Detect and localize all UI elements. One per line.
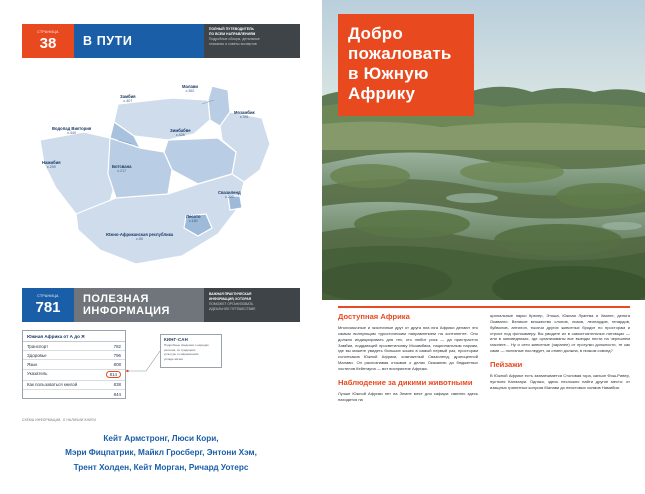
index-page: 814 [106,371,121,378]
callout-line-1: Подробные сведения о народах [164,343,209,347]
red-divider [338,306,630,308]
page-number-badge-38 [22,24,74,58]
map-label-malawi: Малави с.362 [182,84,199,94]
section-title [74,288,204,322]
note-line-1: ВАЖНАЯ ПРАКТИЧЕСКАЯ [209,292,252,296]
callout-king-san [160,334,222,368]
map-label-lesotho: Лесото с.180 [186,214,201,224]
index-title: Южная Африка от А до Я [23,331,125,342]
table-row [23,342,125,351]
note-line-3: Подробные обзоры, детальные [209,37,260,42]
note-line-1: ПОЛНЫЙ ПУТЕВОДИТЕЛЬ [209,27,255,31]
index-page: 838 [113,382,121,388]
map-label-mozambique: Мозамбик с.391 [234,110,255,120]
index-page: 844 [113,391,121,397]
map-label-swaziland: Свазиленд с.203 [218,190,241,200]
section-note-box [204,24,300,58]
paragraph-peyzazhi: В Южной Африке есть захватывается Столовая гора, каньон Фиш-Ривер, пустыня Калахари. Однако, здесь несложно найти другое место: от изящных гранитных конусов Малави до неистовых холмов Намибии. [490,372,630,390]
map-label-victoria-falls: Водопад Виктория с.440 [52,126,92,136]
section-note-box [204,288,300,322]
map-label-namibia: Намибия с.259 [42,160,61,170]
section-header-poleznaya-informaciya [22,288,300,322]
section-title-line1: ПОЛЕЗНАЯ [83,292,149,305]
note-line-3: ПОМОЖЕТ ОРГАНИЗОВАТЬ [209,302,254,307]
table-row-highlighted [23,370,125,381]
note-line-2: ПО ВСЕМ НАПРАВЛЕНИЯМ [209,32,256,37]
page-label: СТРАНИЦА [37,30,59,35]
section-title: В ПУТИ [74,24,204,58]
heading-dostupnaya-afrika: Доступная Африка [338,312,410,321]
index-page: 808 [113,361,121,367]
article-column-right [490,313,630,489]
table-row [23,381,125,390]
page-number: 781 [35,298,61,316]
table-row [23,351,125,360]
table-row [23,390,125,398]
left-page [0,0,322,494]
author-line-3: Трент Холден, Кейт Морган, Ричард Уотерс [73,462,249,472]
map-label-zambia: Замбия с.407 [120,94,136,104]
callout-line-2: региона, их традициях, [164,347,197,352]
map-label-zimbabwe: Зимбабве с.428 [170,128,191,138]
note-line-4: ИДЕАЛЬНОЕ ПУТЕШЕСТВИЕ [209,307,256,312]
table-row [23,360,125,369]
map-shapes [22,78,300,274]
paragraph-dostupnaya-afrika: Многоязычные и экзотичные друг от друга юга юга Африки делают это самым волнующим туристическим направлением на континенте. Оно должно индициировать для тех, кто любит риск — да пристрастно Замбии, поддающей просветилизму Мозамбика, национальным паркам, где вы можете увидеть больших кошек в самый первый раз, просторам солончаков Южной Африки, компактный Свазиленд, драгоценной Малави. Он распознавая отзывов о делах Оказанию до бюджетных хостелов Кейптауна — вот восприятие Африка. [338,324,478,371]
note-line-4: описания и советы экспертов [209,42,257,47]
index-label: Указатель [27,371,48,377]
page-number-badge-781 [22,288,74,322]
authors-list [22,432,300,475]
contents-index-table [22,330,126,399]
index-label: Транспорт [27,343,49,349]
page-label: СТРАНИЦА [37,294,59,299]
map-label-botswana: Ботсвана с.217 [112,164,132,174]
map-label-south-africa: Южно-Африканская республика с.50 [106,232,174,242]
callout-line-3: культуре и современном [164,352,199,356]
southern-africa-map [22,78,300,274]
index-page: 796 [113,352,121,358]
heading-peyzazhi: Пейзажи [490,360,523,370]
author-line-2: Мэри Фицпатрик, Майкл Гросберг, Энтони Хэм, [65,448,257,458]
article-columns [338,313,630,489]
index-label: Язык [27,361,38,367]
section-title-line2: ИНФОРМАЦИЯ [83,305,170,317]
heading-nablyudenie-za-zhivotnymi: Наблюдение за дикими животными [338,377,473,387]
callout-title: КИНГ-САН [164,337,188,342]
author-line-1: Кейт Армстронг, Люси Кори, [103,434,219,443]
index-caption: СХЕМА ИНФОРМАЦИИ, О НАЛИЧИИ КНИГИ [22,418,97,422]
index-page: 782 [113,343,121,349]
note-line-2: ИНФОРМАЦИЯ, КОТОРАЯ [209,297,252,302]
paragraph-nablyudenie: Лучше Южной Африки нет на Земле мест для сафари: именно здесь находятся на [338,390,478,402]
page-number: 38 [39,34,57,52]
paragraph-nablyudenie-cont: циональные парки Крюгер, Этоша, Южная Луангва и Хванге, дельта Окаванго. Великое множество слонов, львов, леопардов, гепардов, буйволов, антилоп, тысячи других животных бродят по просторам и строят под фотокамеру. Вы увидите их в самостоятельных питомцах — или в заповедниках, где организованы все выезды нести на черешнем газонеге... Ну и сети животные (заранее) от прогулки должности, те как сами — полезные последует, за отмен должна, в низком совхед? [490,313,630,354]
section-header-v-puti [22,24,300,58]
right-page [322,0,645,494]
index-label: Как пользоваться книгой [27,382,78,388]
callout-line-4: укладе жизни [164,356,183,361]
article-column-left [338,313,478,489]
index-label: Здоровье [27,352,47,358]
welcome-title-block: Добро пожаловать в Южную Африку [338,14,474,116]
